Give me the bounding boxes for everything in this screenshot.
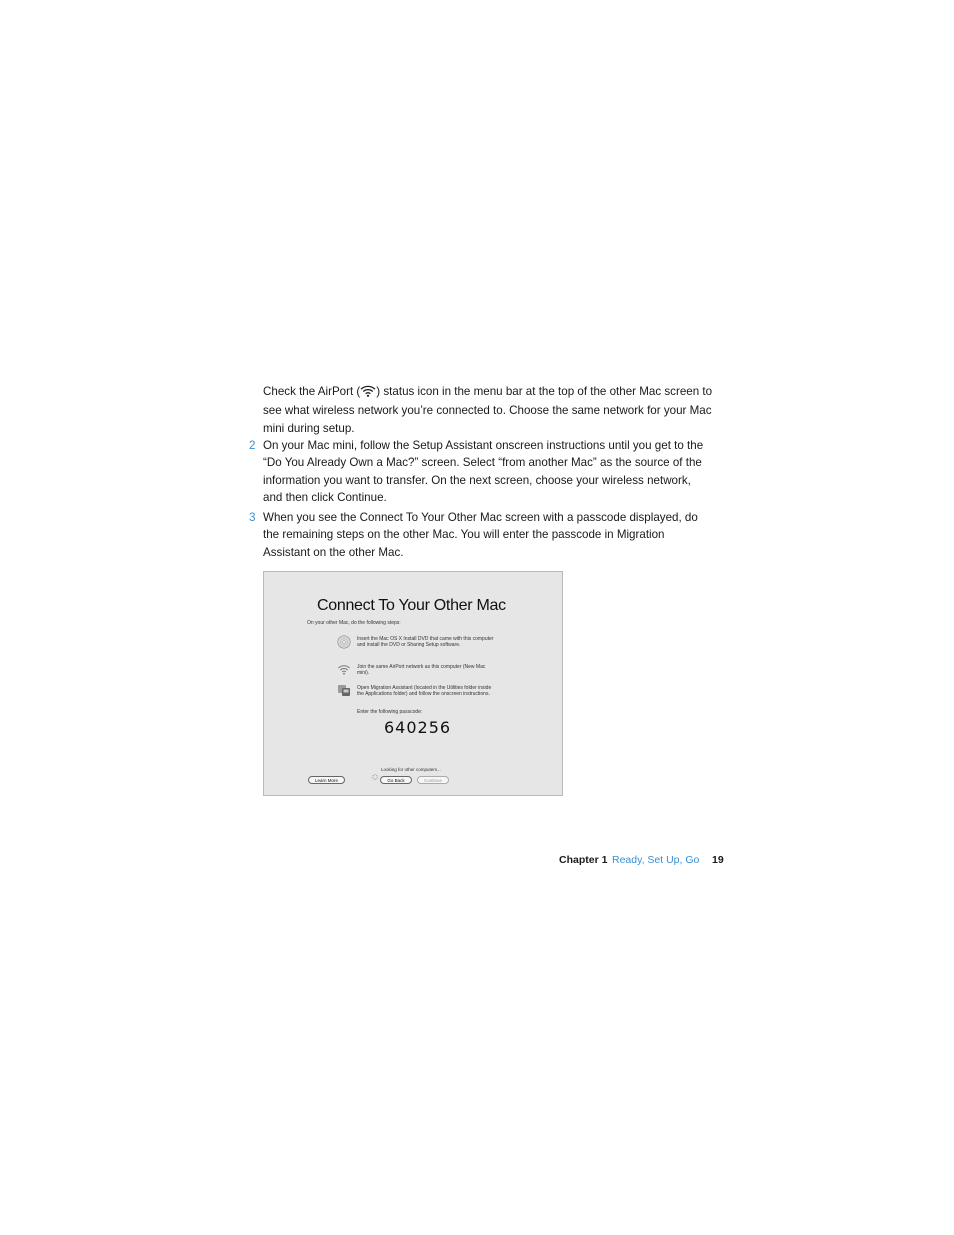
step-number-2: 2 <box>249 439 256 452</box>
dvd-icon <box>337 635 351 649</box>
intro-paragraph <box>263 383 713 437</box>
airport-icon <box>337 663 351 677</box>
footer-chapter-title: Ready, Set Up, Go <box>612 854 700 866</box>
learn-more-button[interactable]: Learn More <box>308 776 345 784</box>
go-back-button[interactable]: Go Back <box>380 776 412 784</box>
screenshot-step-1: Insert the Mac OS X Install DVD that came with this computer and install the DVD or Sharing Setup software. <box>357 636 494 649</box>
screenshot-step-3: Open Migration Assistant (located in the Utilities folder inside the Applications folder) and follow the onscreen instructions. <box>357 685 492 698</box>
page-number: 19 <box>712 854 724 866</box>
connect-screenshot <box>263 571 563 796</box>
footer-chapter: Chapter 1 <box>559 854 608 866</box>
screenshot-title: Connect To Your Other Mac <box>317 597 506 614</box>
migration-assistant-icon <box>337 683 351 697</box>
step-text-3: When you see the Connect To Your Other Mac screen with a passcode displayed, do the remaining steps on the other Mac. You will enter the passcode in Migration Assistant on the other Mac. <box>263 511 698 559</box>
continue-button[interactable]: Continue <box>417 776 449 784</box>
step-number-3: 3 <box>249 511 256 524</box>
passcode-label: Enter the following passcode: <box>357 709 423 715</box>
status-text: Looking for other computers... <box>381 767 441 772</box>
passcode-value: 640256 <box>384 718 452 737</box>
intro-text-after: ) status icon in the menu bar at the top of the other Mac screen to see what wireless network you’re connected to. Choose the same network for your Mac mini during setup. <box>263 385 713 435</box>
screenshot-step-2: Join the same AirPort network as this computer (New Mac mini). <box>357 664 486 677</box>
step-text-2: On your Mac mini, follow the Setup Assistant onscreen instructions until you get to the “Do You Already Own a Mac?” screen. Select “from another Mac” as the source of the information you want to transfer. On the next screen, choose your wireless network, and then click Continue. <box>263 439 704 504</box>
screenshot-subtitle: On your other Mac, do the following steps: <box>307 620 401 626</box>
airport-status-icon <box>360 385 376 402</box>
intro-text-before: Check the AirPort ( <box>263 385 361 398</box>
spinner-icon <box>372 767 378 773</box>
